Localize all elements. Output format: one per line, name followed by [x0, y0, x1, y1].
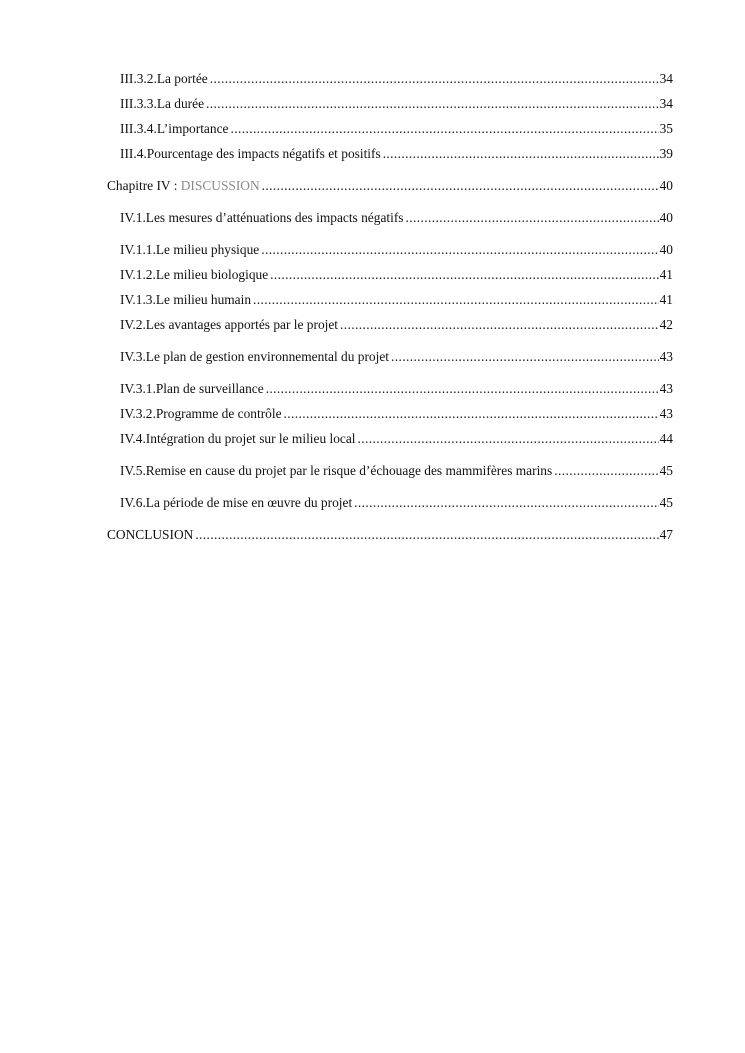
toc-dot-leader [554, 463, 658, 479]
toc-page-number: 42 [659, 317, 673, 332]
toc-entry-number: III.4. [120, 146, 147, 161]
toc-entry-iv-1[interactable] [120, 210, 673, 226]
toc-entry-title: La portée [156, 71, 208, 86]
toc-page-number: 41 [659, 267, 673, 282]
toc-entry-number: IV.1. [120, 210, 146, 225]
toc-entry-iii-3-2[interactable] [120, 71, 673, 87]
toc-entry-conclusion[interactable] [107, 527, 673, 543]
toc-entry-number: III.3.4. [120, 121, 157, 136]
toc-dot-leader [354, 495, 658, 511]
toc-entry-title: Intégration du projet sur le milieu local [145, 431, 356, 446]
toc-entry-number: IV.6. [120, 495, 146, 510]
toc-entry-title: Pourcentage des impacts négatifs et positifs [146, 146, 381, 161]
toc-chapter-name: DISCUSSION [180, 178, 260, 193]
toc-dot-leader [340, 317, 659, 333]
toc-dot-leader [270, 267, 658, 283]
toc-entry-number: IV.1.2. [120, 267, 156, 282]
toc-entry-iv-5[interactable] [120, 463, 673, 479]
toc-entry-title: Programme de contrôle [155, 406, 282, 421]
toc-dot-leader [206, 96, 659, 112]
toc-dot-leader [383, 146, 659, 162]
toc-page-number: 43 [659, 381, 673, 396]
toc-entry-title: La période de mise en œuvre du projet [145, 495, 353, 510]
toc-entry-number: IV.5. [120, 463, 146, 478]
toc-dot-leader [253, 292, 659, 308]
toc-entry-number: IV.3.1. [120, 381, 156, 396]
toc-entry-title: Le plan de gestion environnemental du projet [145, 349, 389, 364]
toc-dot-leader [195, 527, 658, 543]
toc-entry-title: Les mesures d’atténuations des impacts négatifs [145, 210, 404, 225]
toc-entry-number: IV.4. [120, 431, 146, 446]
toc-entry-iv-3-1[interactable] [120, 381, 673, 397]
toc-entry-title: Les avantages apportés par le projet [145, 317, 339, 332]
toc-page-number: 35 [659, 121, 673, 136]
toc-entry-title: Remise en cause du projet par le risque d’échouage des mammifères marins [145, 463, 553, 478]
toc-entry-number: III.3.2. [120, 71, 157, 86]
toc-entry-title: CONCLUSION [107, 527, 194, 542]
toc-entry-number: III.3.3. [120, 96, 157, 111]
toc-entry-iv-3[interactable] [120, 349, 673, 365]
toc-entry-title [107, 178, 260, 194]
toc-entry-title: Le milieu biologique [155, 267, 269, 282]
toc-page-number: 47 [659, 527, 673, 542]
toc-entry-number: IV.3. [120, 349, 146, 364]
toc-dot-leader [358, 431, 659, 447]
toc-dot-leader [284, 406, 659, 422]
toc-entry-iv-3-2[interactable] [120, 406, 673, 422]
toc-entry-iii-3-4[interactable] [120, 121, 673, 137]
toc-entry-number: IV.3.2. [120, 406, 156, 421]
toc-dot-leader [261, 242, 658, 258]
toc-dot-leader [266, 381, 659, 397]
toc-page-number: 45 [659, 463, 673, 478]
toc-entry-title: La durée [156, 96, 205, 111]
toc-entry-title: Plan de surveillance [155, 381, 264, 396]
toc-dot-leader [230, 121, 658, 137]
toc-entry-iv-1-3[interactable] [120, 292, 673, 308]
toc-entry-iv-2[interactable] [120, 317, 673, 333]
toc-entry-title: Le milieu physique [155, 242, 260, 257]
toc-entry-iv-1-1[interactable] [120, 242, 673, 258]
toc-entry-number: IV.1.1. [120, 242, 156, 257]
toc-dot-leader [406, 210, 659, 226]
toc-entry-iii-4[interactable] [120, 146, 673, 162]
toc-page-number: 41 [659, 292, 673, 307]
toc-entry-title: Le milieu humain [155, 292, 252, 307]
toc-page-number: 34 [659, 71, 673, 86]
toc-entry-number: IV.2. [120, 317, 146, 332]
toc-page-number: 40 [659, 178, 673, 193]
toc-page-number: 44 [659, 431, 673, 446]
toc-page-number: 40 [659, 242, 673, 257]
toc-page-number: 45 [659, 495, 673, 510]
toc-entry-number: IV.1.3. [120, 292, 156, 307]
toc-chapter-prefix: Chapitre IV : [107, 178, 181, 193]
toc-entry-iii-3-3[interactable] [120, 96, 673, 112]
toc-entry-title: L’importance [156, 121, 229, 136]
toc-dot-leader [210, 71, 659, 87]
toc-page-number: 43 [659, 406, 673, 421]
toc-page-number: 40 [659, 210, 673, 225]
toc-dot-leader [262, 178, 659, 194]
toc-page-number: 34 [659, 96, 673, 111]
toc-entry-iv-6[interactable] [120, 495, 673, 511]
toc-page-number: 43 [659, 349, 673, 364]
toc-entry-iv-1-2[interactable] [120, 267, 673, 283]
toc-entry-iv-4[interactable] [120, 431, 673, 447]
toc-page-number: 39 [659, 146, 673, 161]
toc-dot-leader [391, 349, 659, 365]
toc-entry-chapitre-iv[interactable] [107, 178, 673, 194]
